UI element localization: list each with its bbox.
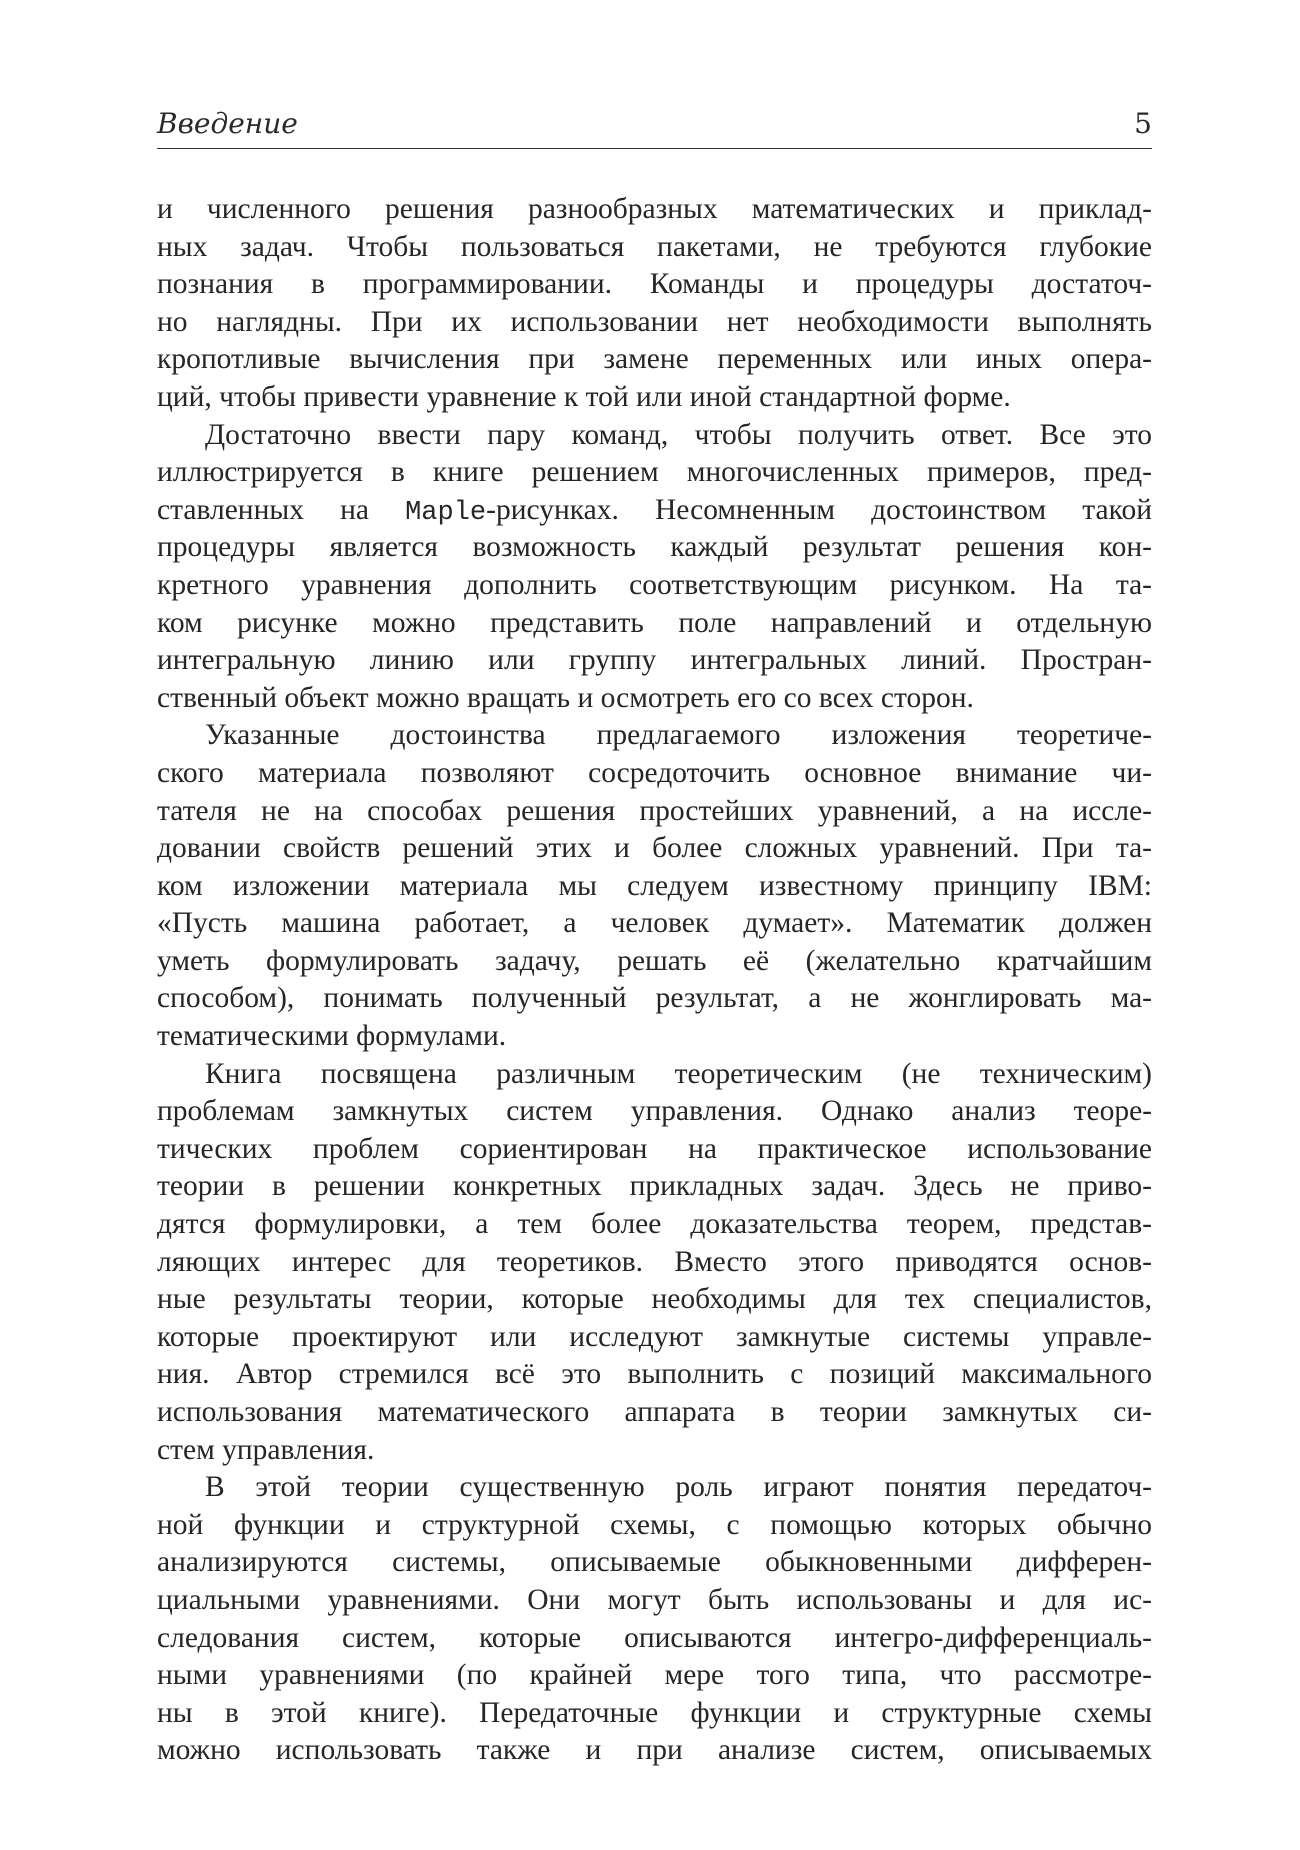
paragraph: [157, 1056, 1152, 1470]
text-line: ком рисунке можно представить поле направлений и отдельную: [157, 606, 1152, 639]
text-line: кретного уравнения дополнить соответствующим рисунком. На та-: [157, 568, 1152, 601]
text-line: кропотливые вычисления при замене переменных или иных опера-: [157, 343, 1152, 376]
text-line: ственный объект можно вращать и осмотреть его со всех сторон.: [157, 681, 974, 714]
text-line: тателя не на способах решения простейших уравнений, а на иссле-: [157, 794, 1152, 827]
text-line: ляющих интерес для теоретиков. Вместо этого приводятся основ-: [157, 1245, 1152, 1278]
text-line: ций, чтобы привести уравнение к той или иной стандартной форме.: [157, 380, 1011, 413]
text-line-with-code: [157, 492, 1152, 530]
text-line: но наглядны. При их использовании нет необходимости выполнять: [157, 305, 1152, 338]
text-line: циальными уравнениями. Они могут быть использованы и для ис-: [157, 1583, 1152, 1616]
page-number: 5: [1134, 107, 1152, 140]
text-line: проблемам замкнутых систем управления. Однако анализ теоре-: [157, 1095, 1152, 1128]
maple-code-word: Maple: [405, 497, 487, 528]
text-line: анализируются системы, описываемые обыкновенными дифферен-: [157, 1546, 1152, 1579]
text-line: ных задач. Чтобы пользоваться пакетами, не требуются глубокие: [157, 230, 1152, 263]
paragraph: [157, 717, 1152, 1055]
text-line: В этой теории существенную роль играют понятия передаточ-: [205, 1471, 1152, 1504]
text-line: иллюстрируется в книге решением многочисленных примеров, пред-: [157, 456, 1152, 489]
text-line: и численного решения разнообразных математических и приклад-: [157, 193, 1152, 225]
text-line: познания в программировании. Команды и процедуры достаточ-: [157, 268, 1152, 301]
text-line: ные результаты теории, которые необходимы для тех специалистов,: [157, 1283, 1152, 1316]
text-line: использования математического аппарата в теории замкнутых си-: [157, 1396, 1152, 1428]
text-line: тематическими формулами.: [157, 1020, 507, 1053]
text-line: ны в этой книге). Передаточные функции и структурные схемы: [157, 1696, 1152, 1729]
text-line: процедуры является возможность каждый результат решения кон-: [157, 531, 1152, 564]
text-line: ными уравнениями (по крайней мере того типа, что рассмотре-: [157, 1659, 1152, 1692]
text-line: «Пусть машина работает, а человек думает». Математик должен: [157, 907, 1152, 940]
text-line: которые проектируют или исследуют замкнутые системы управле-: [157, 1320, 1152, 1353]
text-line: стем управления.: [157, 1433, 375, 1466]
text-line: интегральную линию или группу интегральных линий. Простран-: [157, 644, 1152, 677]
text-line: следования систем, которые описываются интегро-дифференциаль-: [157, 1621, 1152, 1654]
text-line: Книга посвящена различным теоретическим (не техническим): [205, 1057, 1152, 1090]
text-fragment: -рисунках. Несомненным достоинством такой: [486, 493, 1152, 526]
paragraph: [157, 417, 1152, 718]
text-line: ной функции и структурной схемы, с помощью которых обычно: [157, 1508, 1152, 1541]
text-line: Достаточно ввести пару команд, чтобы получить ответ. Все это: [205, 418, 1152, 451]
text-line: ком изложении материала мы следуем известному принципу IBM:: [157, 869, 1152, 902]
text-line: можно использовать также и при анализе систем, описываемых: [157, 1734, 1152, 1767]
paragraph: [157, 191, 1152, 417]
text-line: ского материала позволяют сосредоточить основное внимание чи-: [157, 756, 1152, 789]
running-header: [157, 108, 1152, 149]
text-line: дятся формулировки, а тем более доказательства теорем, представ-: [157, 1208, 1152, 1241]
chapter-title: Введение: [157, 107, 298, 140]
text-line: довании свойств решений этих и более сложных уравнений. При та-: [157, 832, 1152, 865]
body-text: [157, 191, 1152, 1770]
text-line: Указанные достоинства предлагаемого изложения теоретиче-: [205, 719, 1152, 752]
text-line: тических проблем сориентирован на практическое использование: [157, 1132, 1152, 1165]
text-line: способом), понимать полученный результат, а не жонглировать ма-: [157, 982, 1152, 1015]
text-line: ния. Автор стремился всё это выполнить с позиций максимального: [157, 1358, 1152, 1391]
text-line: уметь формулировать задачу, решать её (желательно кратчайшим: [157, 944, 1152, 977]
text-fragment: ставленных на: [157, 493, 406, 526]
paragraph: [157, 1469, 1152, 1770]
text-line: теории в решении конкретных прикладных задач. Здесь не приво-: [157, 1170, 1152, 1203]
